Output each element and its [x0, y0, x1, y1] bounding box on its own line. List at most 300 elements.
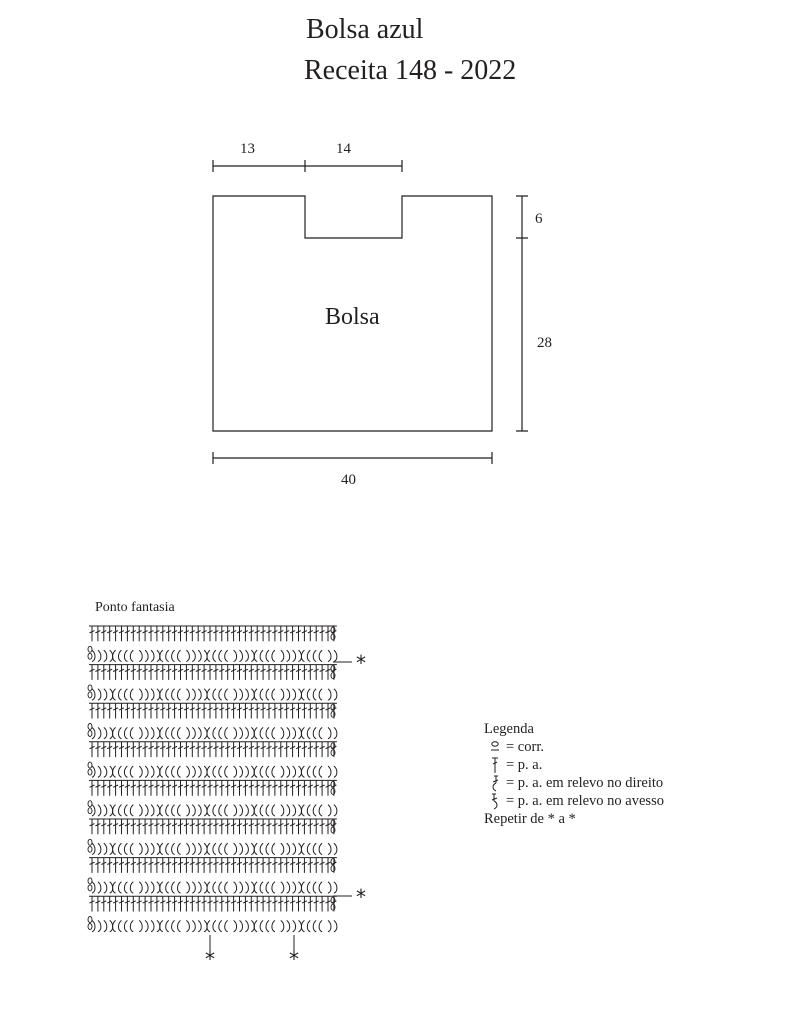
treble-stitch-icon — [207, 742, 213, 757]
treble-stitch-icon — [130, 742, 136, 757]
back-post-treble-icon — [245, 650, 248, 661]
front-post-treble-icon — [178, 882, 181, 893]
treble-stitch-icon — [124, 626, 130, 641]
treble-stitch-icon — [219, 780, 225, 795]
back-post-treble-icon — [281, 766, 284, 777]
treble-stitch-icon — [319, 703, 325, 718]
back-post-treble-icon — [245, 766, 248, 777]
legend-text: = p. a. em relevo no avesso — [506, 793, 664, 809]
treble-stitch-icon — [254, 742, 260, 757]
treble-stitch-icon — [195, 665, 201, 680]
back-post-treble-icon — [287, 805, 290, 816]
treble-stitch-icon — [266, 742, 272, 757]
legend-item — [484, 738, 664, 756]
back-post-treble-icon — [240, 689, 243, 700]
treble-stitch-icon — [207, 703, 213, 718]
front-post-treble-icon — [124, 727, 127, 738]
treble-stitch-icon — [488, 756, 502, 774]
front-post-treble-icon — [130, 650, 133, 661]
treble-stitch-icon — [130, 896, 136, 911]
front-post-treble-icon — [301, 805, 304, 816]
treble-stitch-icon — [278, 896, 284, 911]
treble-stitch-icon — [248, 896, 254, 911]
back-post-treble-icon — [234, 920, 237, 931]
legend-title: Legenda — [484, 721, 534, 737]
treble-stitch-icon — [213, 896, 219, 911]
front-post-treble-icon — [266, 689, 269, 700]
treble-stitch-icon — [142, 703, 148, 718]
treble-stitch-icon — [237, 858, 243, 873]
back-post-treble-icon — [151, 920, 154, 931]
treble-stitch-icon — [89, 780, 95, 795]
treble-stitch-icon — [183, 742, 189, 757]
treble-stitch-icon — [124, 819, 130, 834]
treble-stitch-icon — [154, 858, 160, 873]
treble-stitch-icon — [154, 626, 160, 641]
front-post-treble-icon — [260, 882, 263, 893]
treble-stitch-icon — [313, 896, 319, 911]
treble-stitch-icon — [254, 858, 260, 873]
back-post-treble-icon — [139, 689, 142, 700]
chain-stitch-icon — [88, 846, 92, 852]
front-post-treble-icon — [178, 650, 181, 661]
treble-stitch-icon — [296, 703, 302, 718]
front-post-treble-icon — [124, 920, 127, 931]
treble-stitch-icon — [242, 819, 248, 834]
treble-stitch-icon — [95, 742, 101, 757]
front-post-treble-icon — [119, 650, 122, 661]
legend-item — [484, 774, 664, 792]
back-post-treble-icon — [293, 766, 296, 777]
treble-stitch-icon — [248, 742, 254, 757]
repeat-note: Repetir de * a * — [484, 811, 576, 827]
back-post-treble-icon — [293, 689, 296, 700]
treble-stitch-icon — [124, 703, 130, 718]
treble-stitch-icon — [195, 858, 201, 873]
treble-stitch-icon — [301, 896, 307, 911]
front-post-treble-icon — [219, 843, 222, 854]
front-post-treble-icon — [272, 727, 275, 738]
treble-stitch-icon — [242, 626, 248, 641]
treble-stitch-icon — [231, 819, 237, 834]
treble-stitch-icon — [266, 626, 272, 641]
back-post-treble-icon — [192, 843, 195, 854]
chain-stitch-icon — [88, 762, 92, 768]
treble-stitch-icon — [313, 742, 319, 757]
treble-stitch-icon — [219, 742, 225, 757]
front-post-treble-icon — [219, 920, 222, 931]
front-post-treble-icon — [266, 843, 269, 854]
treble-stitch-icon — [113, 626, 119, 641]
treble-stitch-icon — [160, 665, 166, 680]
treble-stitch-icon — [148, 896, 154, 911]
back-post-treble-icon — [145, 920, 148, 931]
back-post-treble-icon — [145, 650, 148, 661]
dim-notch-depth: 6 — [535, 211, 543, 227]
front-post-treble-icon — [219, 882, 222, 893]
front-post-treble-icon — [207, 843, 210, 854]
treble-stitch-icon — [266, 703, 272, 718]
treble-stitch-icon — [278, 665, 284, 680]
treble-stitch-icon — [248, 780, 254, 795]
treble-stitch-icon — [107, 742, 113, 757]
back-post-treble-icon — [92, 805, 95, 816]
treble-stitch-icon — [278, 742, 284, 757]
back-post-treble-icon — [234, 650, 237, 661]
back-post-treble-icon — [98, 650, 101, 661]
front-post-treble-icon — [166, 882, 169, 893]
front-post-treble-icon — [166, 650, 169, 661]
front-post-treble-icon — [319, 766, 322, 777]
treble-stitch-icon — [172, 626, 178, 641]
treble-stitch-icon — [254, 819, 260, 834]
front-post-treble-icon — [260, 650, 263, 661]
front-post-treble-icon — [113, 689, 116, 700]
treble-stitch-icon — [219, 626, 225, 641]
treble-stitch-icon — [290, 858, 296, 873]
treble-stitch-icon — [278, 819, 284, 834]
back-post-treble-icon — [186, 650, 189, 661]
front-post-treble-icon — [260, 843, 263, 854]
front-post-treble-icon — [113, 727, 116, 738]
treble-stitch-icon — [225, 780, 231, 795]
treble-stitch-icon — [124, 742, 130, 757]
front-post-treble-icon — [119, 882, 122, 893]
treble-stitch-icon — [189, 858, 195, 873]
treble-stitch-icon — [154, 780, 160, 795]
back-post-treble-icon — [245, 689, 248, 700]
treble-stitch-icon — [225, 819, 231, 834]
back-post-treble-icon — [334, 650, 337, 661]
chain-stitch-icon — [88, 731, 92, 737]
back-post-treble-icon — [139, 920, 142, 931]
front-post-treble-icon — [272, 650, 275, 661]
treble-stitch-icon — [301, 742, 307, 757]
back-post-treble-icon — [240, 882, 243, 893]
treble-stitch-icon — [225, 896, 231, 911]
back-post-treble-icon — [281, 689, 284, 700]
front-post-treble-icon — [178, 689, 181, 700]
treble-stitch-icon — [301, 780, 307, 795]
treble-stitch-icon — [254, 896, 260, 911]
treble-stitch-icon — [254, 780, 260, 795]
treble-stitch-icon — [195, 896, 201, 911]
treble-stitch-icon — [95, 858, 101, 873]
treble-stitch-icon — [278, 858, 284, 873]
treble-stitch-icon — [107, 665, 113, 680]
back-post-treble-icon — [198, 766, 201, 777]
front-post-treble-icon — [307, 650, 310, 661]
front-post-treble-icon — [219, 727, 222, 738]
treble-stitch-icon — [242, 703, 248, 718]
treble-stitch-icon — [266, 780, 272, 795]
front-post-treble-icon — [225, 805, 228, 816]
treble-stitch-icon — [201, 742, 207, 757]
back-post-treble-icon — [139, 766, 142, 777]
back-post-treble-icon — [186, 920, 189, 931]
front-post-treble-icon — [213, 882, 216, 893]
chain-stitch-icon — [88, 769, 92, 775]
treble-stitch-icon — [266, 665, 272, 680]
front-post-treble-icon — [166, 727, 169, 738]
treble-stitch-icon — [242, 780, 248, 795]
front-post-treble-icon — [213, 843, 216, 854]
back-post-treble-icon — [234, 805, 237, 816]
front-post-treble-icon — [130, 920, 133, 931]
treble-stitch-icon — [195, 703, 201, 718]
treble-stitch-icon — [189, 665, 195, 680]
front-post-treble-icon — [172, 727, 175, 738]
treble-stitch-icon — [166, 626, 172, 641]
treble-stitch-icon — [266, 819, 272, 834]
back-post-treble-icon — [145, 805, 148, 816]
front-post-treble-icon — [172, 766, 175, 777]
front-post-treble-icon — [160, 843, 163, 854]
front-post-treble-icon — [119, 805, 122, 816]
treble-stitch-icon — [207, 896, 213, 911]
piece-label: Bolsa — [325, 304, 380, 330]
treble-stitch-icon — [113, 780, 119, 795]
treble-stitch-icon — [325, 858, 331, 873]
treble-stitch-icon — [148, 703, 154, 718]
front-post-treble-icon — [213, 727, 216, 738]
back-post-treble-icon — [334, 727, 337, 738]
front-post-treble-icon — [124, 766, 127, 777]
back-post-treble-icon — [92, 920, 95, 931]
treble-stitch-icon — [178, 858, 184, 873]
treble-stitch-icon — [124, 665, 130, 680]
front-post-treble-icon — [130, 727, 133, 738]
front-post-treble-icon — [166, 920, 169, 931]
front-post-treble-icon — [254, 727, 257, 738]
front-post-treble-icon — [172, 805, 175, 816]
treble-stitch-icon — [183, 780, 189, 795]
back-post-treble-icon — [198, 843, 201, 854]
dim-top-left: 13 — [240, 141, 255, 157]
back-post-treble-icon — [287, 689, 290, 700]
treble-stitch-icon — [178, 626, 184, 641]
chain-stitch-icon — [88, 685, 92, 691]
repeat-asterisk-icon: * — [205, 947, 215, 971]
chain-stitch-icon — [88, 653, 92, 659]
treble-stitch-icon — [307, 626, 313, 641]
back-post-treble-icon — [92, 650, 95, 661]
back-post-treble-icon — [281, 650, 284, 661]
legend-text: = p. a. em relevo no direito — [506, 775, 664, 791]
treble-stitch-icon — [172, 665, 178, 680]
title-line-1: Bolsa azul — [306, 14, 424, 45]
front-post-treble-icon — [260, 689, 263, 700]
treble-stitch-icon — [124, 896, 130, 911]
treble-stitch-icon — [307, 819, 313, 834]
front-post-treble-icon — [319, 689, 322, 700]
treble-stitch-icon — [142, 819, 148, 834]
chain-stitch-icon — [488, 738, 502, 756]
back-post-treble-icon — [287, 727, 290, 738]
treble-stitch-icon — [154, 896, 160, 911]
back-post-treble-icon — [192, 689, 195, 700]
treble-stitch-icon — [242, 665, 248, 680]
treble-stitch-icon — [219, 819, 225, 834]
repeat-asterisk-icon: * — [356, 885, 366, 909]
front-post-treble-icon — [172, 882, 175, 893]
treble-stitch-icon — [189, 703, 195, 718]
treble-stitch-icon — [201, 665, 207, 680]
legend-text: = p. a. — [506, 757, 543, 773]
treble-stitch-icon — [301, 858, 307, 873]
chart-title: Ponto fantasia — [95, 600, 175, 615]
front-post-treble-icon — [166, 843, 169, 854]
treble-stitch-icon — [296, 742, 302, 757]
front-post-treble-icon — [254, 805, 257, 816]
front-post-treble-icon — [319, 882, 322, 893]
treble-stitch-icon — [219, 896, 225, 911]
treble-stitch-icon — [272, 626, 278, 641]
treble-stitch-icon — [142, 858, 148, 873]
back-post-treble-icon — [98, 689, 101, 700]
front-post-treble-icon — [207, 650, 210, 661]
treble-stitch-icon — [237, 703, 243, 718]
treble-stitch-icon — [219, 703, 225, 718]
front-post-treble-icon — [207, 689, 210, 700]
front-post-treble-icon — [301, 843, 304, 854]
treble-stitch-icon — [201, 858, 207, 873]
title-line-2: Receita 148 - 2022 — [304, 55, 517, 86]
treble-stitch-icon — [107, 858, 113, 873]
treble-stitch-icon — [89, 665, 95, 680]
treble-stitch-icon — [231, 626, 237, 641]
treble-stitch-icon — [266, 896, 272, 911]
treble-stitch-icon — [313, 626, 319, 641]
front-post-treble-icon — [213, 766, 216, 777]
treble-stitch-icon — [248, 703, 254, 718]
treble-stitch-icon — [201, 780, 207, 795]
front-post-treble-icon — [260, 727, 263, 738]
treble-stitch-icon — [225, 665, 231, 680]
chain-stitch-icon — [88, 878, 92, 884]
back-post-treble-icon — [145, 689, 148, 700]
treble-stitch-icon — [89, 896, 95, 911]
treble-stitch-icon — [136, 896, 142, 911]
treble-stitch-icon — [148, 742, 154, 757]
back-post-treble-icon — [287, 766, 290, 777]
treble-stitch-icon — [113, 858, 119, 873]
front-post-treble-icon — [166, 766, 169, 777]
treble-stitch-icon — [95, 896, 101, 911]
treble-stitch-icon — [290, 703, 296, 718]
treble-stitch-icon — [201, 896, 207, 911]
front-post-treble-icon — [124, 843, 127, 854]
back-post-treble-icon — [92, 689, 95, 700]
front-post-treble-icon — [225, 727, 228, 738]
treble-stitch-icon — [124, 780, 130, 795]
treble-stitch-icon — [237, 896, 243, 911]
treble-stitch-icon — [201, 819, 207, 834]
back-post-treble-icon — [98, 920, 101, 931]
treble-stitch-icon — [101, 665, 107, 680]
front-post-treble-icon — [160, 727, 163, 738]
back-post-treble-icon — [139, 843, 142, 854]
treble-stitch-icon — [260, 896, 266, 911]
treble-stitch-icon — [248, 665, 254, 680]
treble-stitch-icon — [207, 665, 213, 680]
treble-stitch-icon — [130, 858, 136, 873]
treble-stitch-icon — [142, 665, 148, 680]
treble-stitch-icon — [284, 858, 290, 873]
treble-stitch-icon — [160, 626, 166, 641]
front-post-treble-icon — [160, 689, 163, 700]
back-post-treble-icon — [293, 843, 296, 854]
back-post-treble-icon — [328, 689, 331, 700]
treble-stitch-icon — [189, 742, 195, 757]
treble-stitch-icon — [272, 896, 278, 911]
treble-stitch-icon — [160, 896, 166, 911]
front-post-treble-icon — [307, 766, 310, 777]
treble-stitch-icon — [290, 626, 296, 641]
back-post-treble-icon — [293, 805, 296, 816]
front-post-treble-icon — [113, 843, 116, 854]
front-post-treble-icon — [219, 766, 222, 777]
treble-stitch-icon — [166, 896, 172, 911]
treble-stitch-icon — [154, 703, 160, 718]
front-post-treble-icon — [113, 882, 116, 893]
front-post-treble-icon — [166, 689, 169, 700]
back-post-treble-icon — [281, 805, 284, 816]
repeat-asterisk-icon: * — [356, 651, 366, 675]
chain-stitch-icon — [88, 808, 92, 814]
back-post-treble-icon — [186, 882, 189, 893]
legend-item — [484, 792, 664, 810]
treble-stitch-icon — [89, 703, 95, 718]
treble-stitch-icon — [89, 858, 95, 873]
treble-stitch-icon — [148, 665, 154, 680]
front-post-treble-icon — [207, 766, 210, 777]
back-post-treble-icon — [151, 882, 154, 893]
back-post-treble-icon — [334, 920, 337, 931]
treble-stitch-icon — [278, 780, 284, 795]
front-post-treble-icon — [160, 882, 163, 893]
back-post-treble-icon — [92, 727, 95, 738]
back-post-treble-icon — [245, 805, 248, 816]
treble-stitch-icon — [160, 742, 166, 757]
back-post-treble-icon — [151, 805, 154, 816]
back-post-treble-icon — [240, 650, 243, 661]
treble-stitch-icon — [325, 819, 331, 834]
treble-stitch-icon — [248, 819, 254, 834]
treble-stitch-icon — [207, 626, 213, 641]
treble-stitch-icon — [260, 703, 266, 718]
treble-stitch-icon — [260, 626, 266, 641]
front-post-treble-icon — [113, 805, 116, 816]
front-post-treble-icon — [307, 920, 310, 931]
treble-stitch-icon — [313, 819, 319, 834]
front-post-treble-icon — [266, 650, 269, 661]
treble-stitch-icon — [119, 896, 125, 911]
back-post-treble-icon — [234, 689, 237, 700]
treble-stitch-icon — [195, 819, 201, 834]
front-post-treble-icon — [266, 766, 269, 777]
back-post-treble-icon — [192, 650, 195, 661]
treble-stitch-icon — [107, 819, 113, 834]
dim-height: 28 — [537, 335, 552, 351]
treble-stitch-icon — [325, 780, 331, 795]
treble-stitch-icon — [195, 626, 201, 641]
treble-stitch-icon — [160, 780, 166, 795]
treble-stitch-icon — [284, 819, 290, 834]
treble-stitch-icon — [225, 703, 231, 718]
treble-stitch-icon — [101, 742, 107, 757]
back-post-treble-icon — [92, 766, 95, 777]
